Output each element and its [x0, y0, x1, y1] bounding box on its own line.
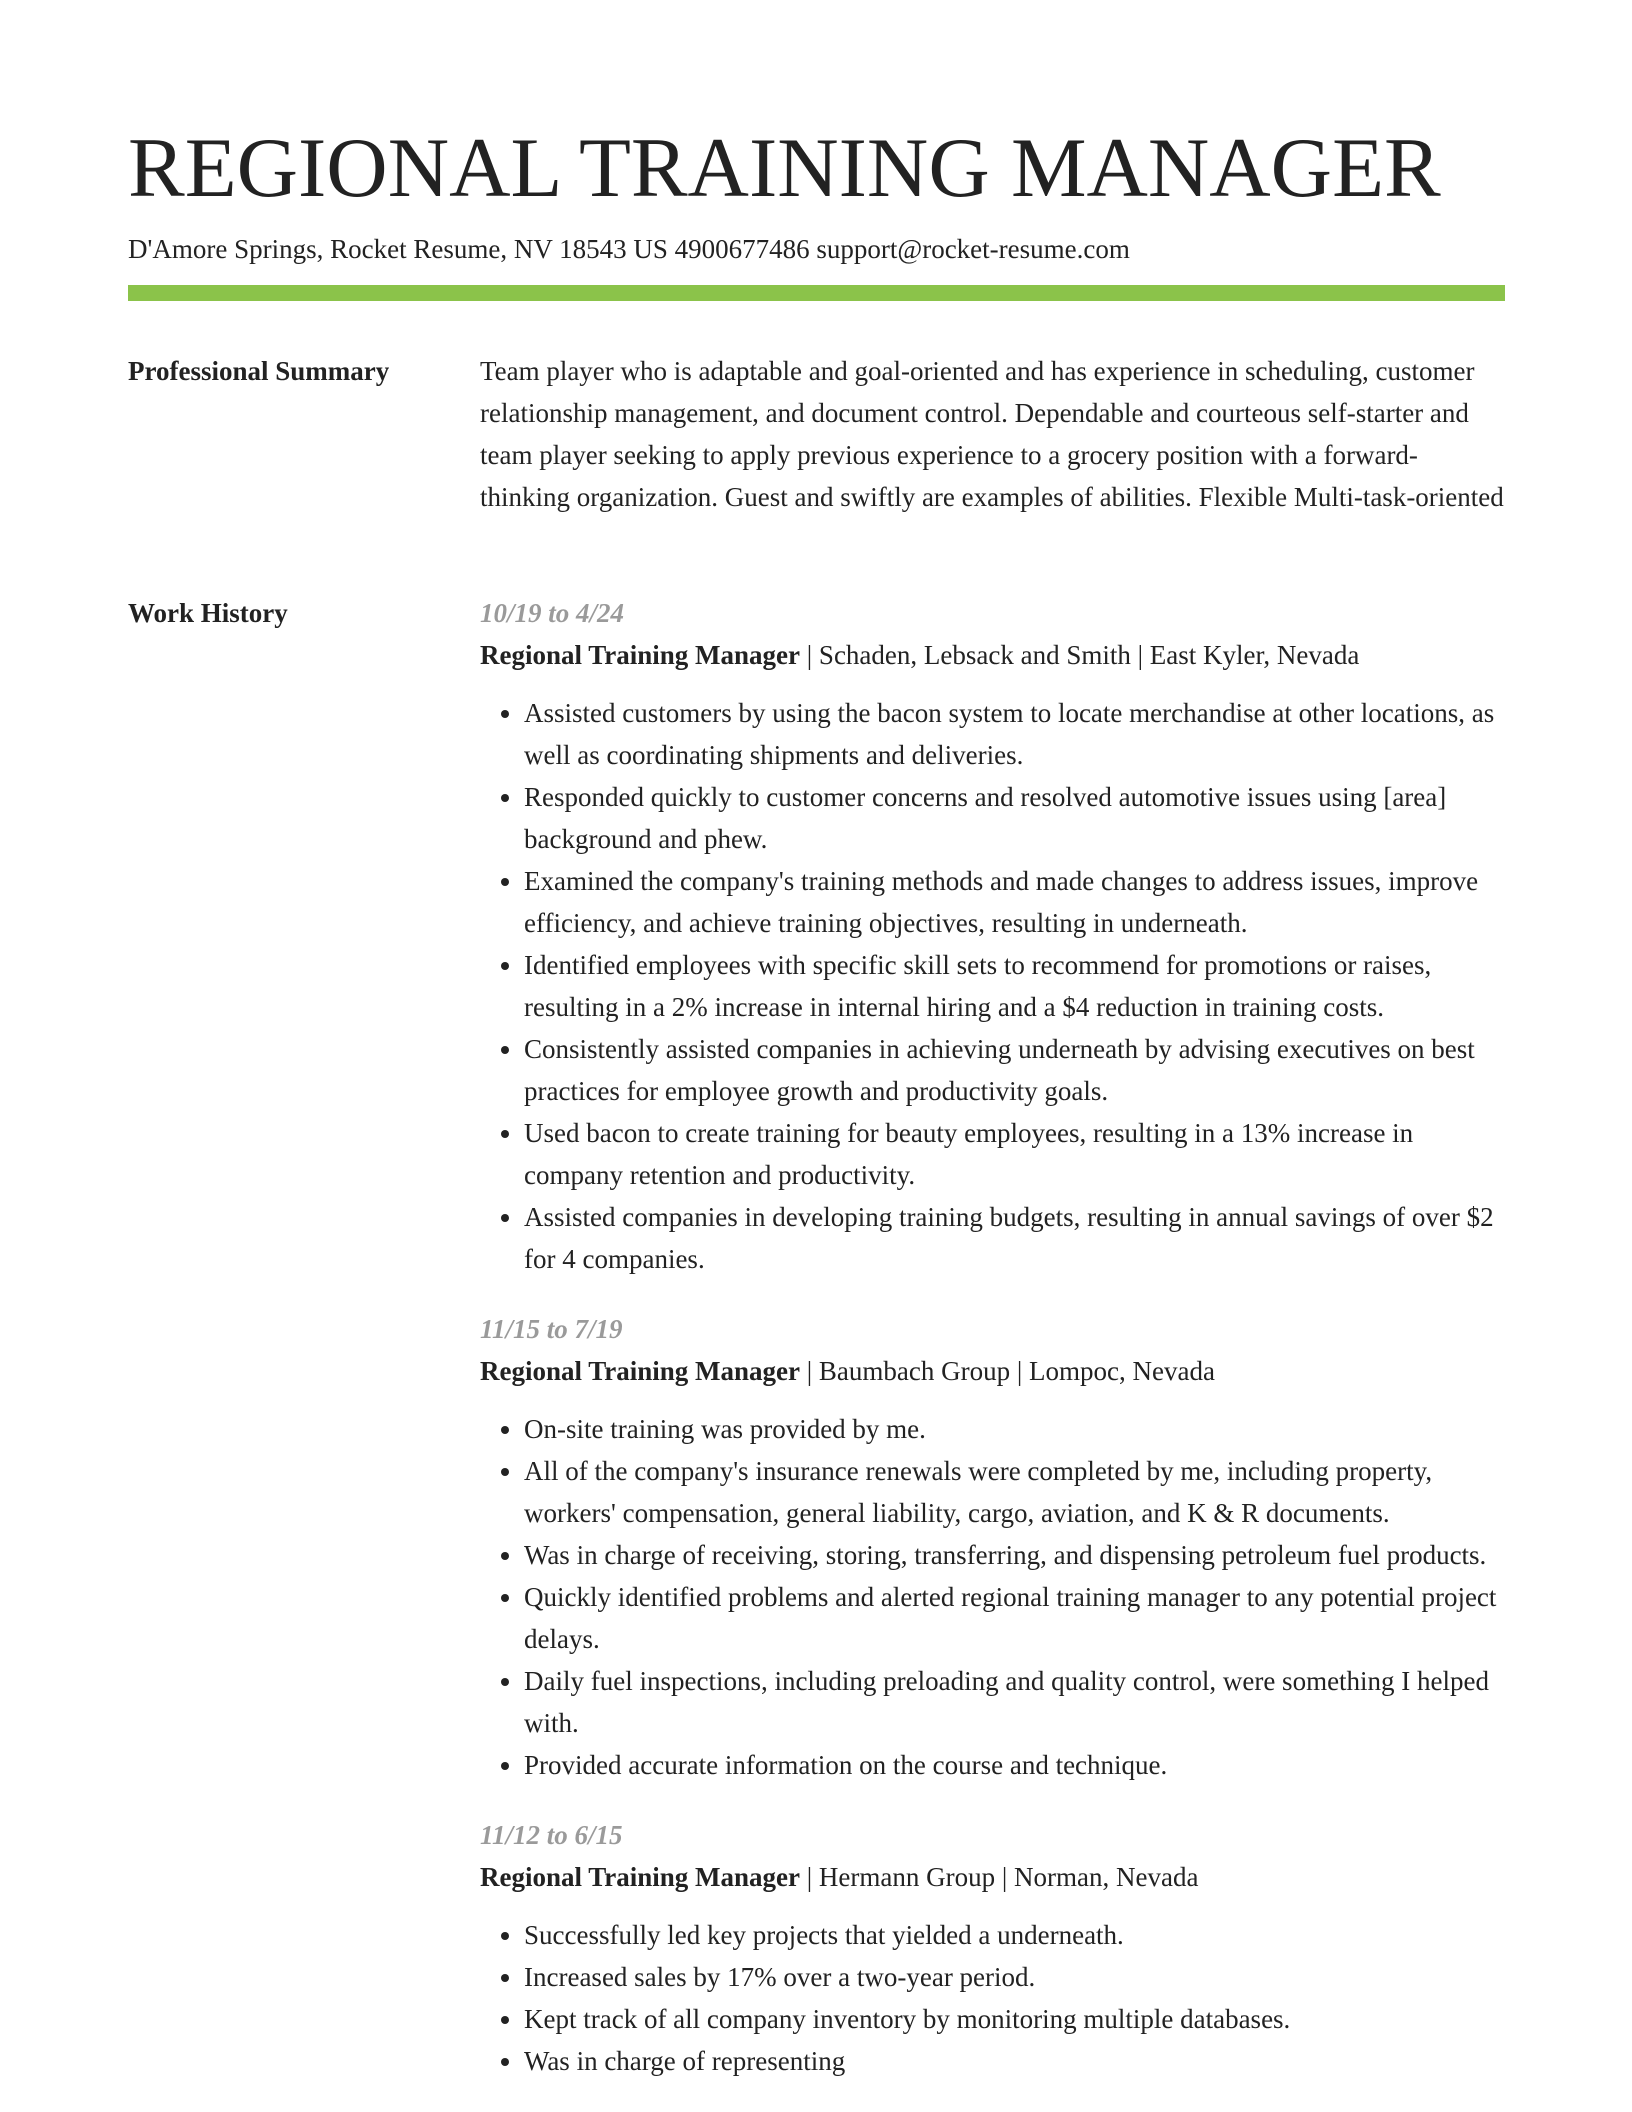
job-company: Baumbach Group: [818, 1356, 1011, 1386]
contact-info: D'Amore Springs, Rocket Resume, NV 18543 US 4900677486 support@rocket-resume.com: [128, 234, 1130, 264]
job-bullet: • Quickly identified problems and alerted regional training manager to any potential project delays.: [524, 1576, 1505, 1660]
summary-section: [480, 350, 1505, 518]
job-separator: |: [995, 1862, 1015, 1892]
job-bullet: • Was in charge of receiving, storing, transferring, and dispensing petroleum fuel products.: [524, 1534, 1505, 1576]
job-title: Regional Training Manager: [480, 640, 801, 670]
job-bullet: • On-site training was provided by me.: [524, 1408, 1505, 1450]
job-separator: |: [1010, 1356, 1030, 1386]
job-entry: [480, 1308, 1505, 1786]
header-divider: [128, 285, 1505, 301]
job-dates: 11/12 to 6/15: [480, 1820, 623, 1850]
summary-text: Team player who is adaptable and goal-oriented and has experience in scheduling, customer relationship management, and document control. Dependable and courteous self-starter and team player seeking to apply previous experience to a grocery position with a forward-thinking organization. Guest and swiftly are examples of abilities. Flexible Multi-task-oriented: [480, 356, 1504, 512]
job-bullet: • Increased sales by 17% over a two-year period.: [524, 1956, 1505, 1998]
job-entry: [480, 1814, 1505, 2082]
job-entry: [480, 592, 1505, 1280]
candidate-name: REGIONAL TRAINING MANAGER: [128, 121, 1441, 215]
job-heading-line: [480, 634, 1505, 676]
job-location: East Kyler, Nevada: [1149, 640, 1360, 670]
job-separator: |: [800, 1862, 819, 1892]
job-bullet: • Daily fuel inspections, including preloading and quality control, were something I helped with.: [524, 1660, 1505, 1744]
job-location: Lompoc, Nevada: [1029, 1356, 1215, 1386]
job-heading-line: [480, 1856, 1505, 1898]
job-dates: 10/19 to 4/24: [480, 598, 625, 628]
job-bullet: • Assisted customers by using the bacon system to locate merchandise at other locations, as well as coordinating shipments and deliveries.: [524, 692, 1505, 776]
job-bullet: • Responded quickly to customer concerns and resolved automotive issues using [area] background and phew.: [524, 776, 1505, 860]
job-separator: |: [1130, 640, 1150, 670]
job-bullet-list: [480, 692, 1505, 1280]
job-bullet: • Identified employees with specific skill sets to recommend for promotions or raises, resulting in a 2% increase in internal hiring and a $4 reduction in training costs.: [524, 944, 1505, 1028]
summary-heading: Professional Summary: [128, 356, 390, 386]
job-bullet: • Consistently assisted companies in achieving underneath by advising executives on best practices for employee growth and productivity goals.: [524, 1028, 1505, 1112]
job-bullet-list: [480, 1914, 1505, 2082]
job-bullet: • Used bacon to create training for beauty employees, resulting in a 13% increase in company retention and productivity.: [524, 1112, 1505, 1196]
job-company: Schaden, Lebsack and Smith: [818, 640, 1131, 670]
job-bullet: • Examined the company's training methods and made changes to address issues, improve efficiency, and achieve training objectives, resulting in underneath.: [524, 860, 1505, 944]
job-company: Hermann Group: [818, 1862, 996, 1892]
job-bullet: • Assisted companies in developing training budgets, resulting in annual savings of over $2 for 4 companies.: [524, 1196, 1505, 1280]
job-separator: |: [800, 1356, 819, 1386]
job-bullet-list: [480, 1408, 1505, 1786]
work-history-section: [480, 592, 1505, 2082]
job-separator: |: [800, 640, 819, 670]
work-history-heading: Work History: [128, 598, 288, 628]
job-bullet: • Successfully led key projects that yielded a underneath.: [524, 1914, 1505, 1956]
job-bullet: • Kept track of all company inventory by monitoring multiple databases.: [524, 1998, 1505, 2040]
job-bullet: • Provided accurate information on the course and technique.: [524, 1744, 1505, 1786]
job-bullet: • All of the company's insurance renewals were completed by me, including property, workers' compensation, general liability, cargo, aviation, and K & R documents.: [524, 1450, 1505, 1534]
job-bullet: • Was in charge of representing: [524, 2040, 1505, 2082]
job-location: Norman, Nevada: [1014, 1862, 1199, 1892]
job-heading-line: [480, 1350, 1505, 1392]
job-title: Regional Training Manager: [480, 1356, 801, 1386]
job-dates: 11/15 to 7/19: [480, 1314, 623, 1344]
job-title: Regional Training Manager: [480, 1862, 801, 1892]
